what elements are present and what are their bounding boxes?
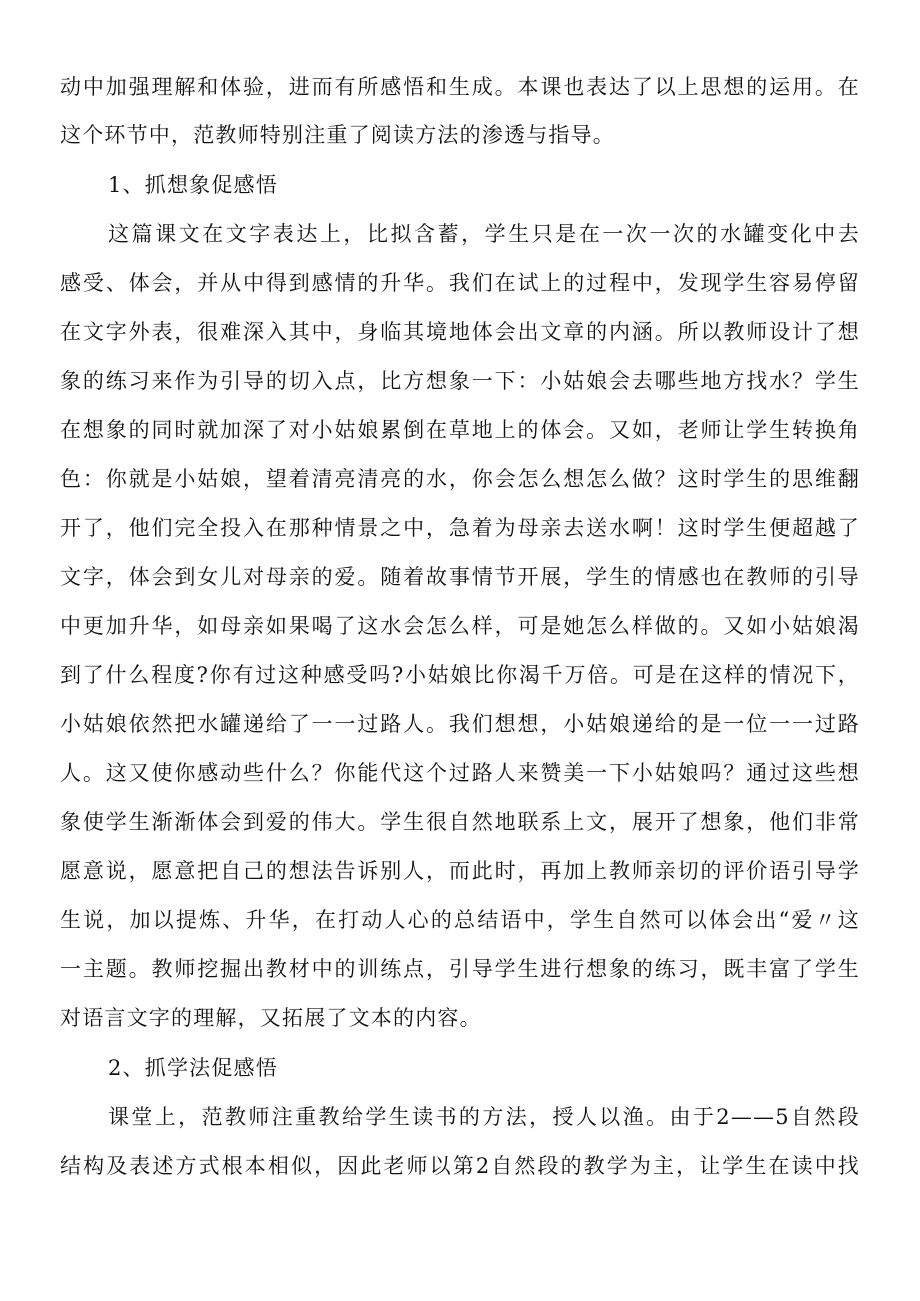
text-line: 愿意说，愿意把自己的想法告诉别人，而此时，再加上教师亲切的评价语引导学 xyxy=(60,859,860,883)
section-heading: 2、抓学法促感悟 xyxy=(108,1056,278,1080)
text-line: 到了什么程度?你有过这种感受吗?小姑娘比你渴千万倍。可是在这样的情况下， xyxy=(60,663,860,687)
text-line: 中更加升华，如母亲如果喝了这水会怎么样，可是她怎么样做的。又如小姑娘渴 xyxy=(60,614,860,638)
text-line: 感受、体会，并从中得到感情的升华。我们在试上的过程中，发现学生容易停留 xyxy=(60,271,860,295)
text-line: 这篇课文在文字表达上，比拟含蓄，学生只是在一次一次的水罐变化中去 xyxy=(108,222,860,246)
text-line: 这个环节中，范教师特别注重了阅读方法的渗透与指导。 xyxy=(60,123,615,147)
text-line: 课堂上，范教师注重教给学生读书的方法，授人以渔。由于2——5自然段 xyxy=(108,1105,860,1129)
text-line: 动中加强理解和体验，进而有所感悟和生成。本课也表达了以上思想的运用。在 xyxy=(60,75,860,99)
text-line: 在想象的同时就加深了对小姑娘累倒在草地上的体会。又如，老师让学生转换角 xyxy=(60,418,860,442)
text-line: 文字，体会到女儿对母亲的爱。随着故事情节开展，学生的情感也在教师的引导 xyxy=(60,565,860,589)
text-line: 在文字外表，很难深入其中，身临其境地体会出文章的内涵。所以教师设计了想 xyxy=(60,320,860,344)
text-line: 色：你就是小姑娘，望着清亮清亮的水，你会怎么想怎么做？这时学生的思维翻 xyxy=(60,467,860,491)
text-line: 一主题。教师挖掘出教材中的训练点，引导学生进行想象的练习，既丰富了学生 xyxy=(60,957,860,981)
text-line: 人。这又使你感动些什么？你能代这个过路人来赞美一下小姑娘吗？通过这些想 xyxy=(60,761,860,785)
text-line: 开了，他们完全投入在那种情景之中，急着为母亲去送水啊！这时学生便超越了 xyxy=(60,516,860,540)
section-heading: 1、抓想象促感悟 xyxy=(108,173,278,197)
text-line: 象的练习来作为引导的切入点，比方想象一下：小姑娘会去哪些地方找水？学生 xyxy=(60,369,860,393)
text-line: 生说，加以提炼、升华，在打动人心的总结语中，学生自然可以体会出“爱〃这 xyxy=(60,908,860,932)
text-line: 对语言文字的理解，又拓展了文本的内容。 xyxy=(60,1006,482,1030)
text-line: 象使学生渐渐体会到爱的伟大。学生很自然地联系上文，展开了想象，他们非常 xyxy=(60,810,860,834)
text-line: 小姑娘依然把水罐递给了一一过路人。我们想想，小姑娘递给的是一位一一过路 xyxy=(60,712,860,736)
text-line: 结构及表述方式根本相似，因此老师以第2自然段的教学为主，让学生在读中找 xyxy=(60,1154,860,1178)
